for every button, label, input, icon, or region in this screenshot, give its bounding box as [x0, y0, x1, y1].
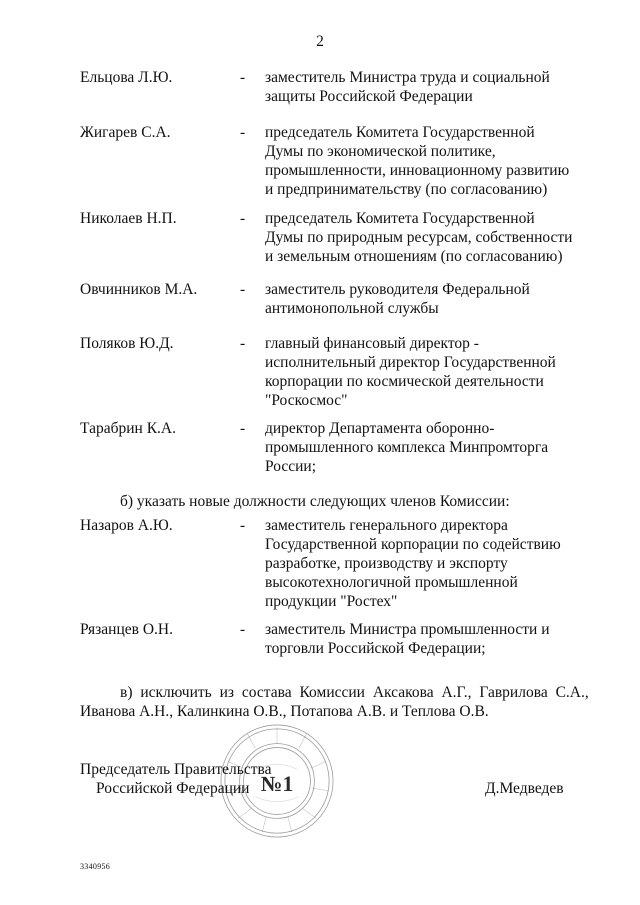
member-position — [265, 334, 570, 410]
page-number: 2 — [316, 33, 324, 50]
member-position — [265, 620, 570, 658]
position-line: высокотехнологичной промышленной — [265, 574, 518, 591]
member-position — [265, 419, 570, 476]
position-line: исполнительный директор Государственной — [265, 354, 556, 371]
position-line: защиты Российской Федерации — [265, 88, 473, 105]
member-dash: - — [240, 69, 246, 86]
member-dash: - — [240, 621, 246, 638]
signature-name: Д.Медведев — [485, 780, 564, 797]
member-name: Овчинников М.А. — [80, 281, 198, 298]
member-dash: - — [240, 335, 246, 352]
member-position — [265, 280, 570, 318]
position-line: заместитель руководителя Федеральной — [265, 281, 530, 298]
member-name: Назаров А.Ю. — [80, 517, 173, 534]
member-name: Рязанцев О.Н. — [80, 621, 173, 638]
position-line: разработке, производству и экспорту — [265, 555, 508, 572]
paragraph-v-line2: Иванова А.Н., Калинкина О.В., Потапова А.В. и Теплова О.В. — [80, 703, 489, 720]
position-line: Государственной корпорации по содействию — [265, 536, 561, 553]
position-line: заместитель Министра труда и социальной — [265, 69, 550, 86]
position-line: промышленности, инновационному развитию — [265, 162, 570, 179]
position-line: торговли Российской Федерации; — [265, 640, 486, 657]
position-line: директор Департамента оборонно- — [265, 420, 495, 437]
signature-title-line1: Председатель Правительства — [80, 761, 272, 778]
member-dash: - — [240, 210, 246, 227]
position-line: Думы по природным ресурсам, собственности — [265, 229, 573, 246]
position-line: заместитель генерального директора — [265, 517, 508, 534]
member-dash: - — [240, 281, 246, 298]
member-position — [265, 516, 570, 611]
position-line: Думы по экономической политике, — [265, 143, 496, 160]
position-line: продукции "Ростех" — [265, 593, 398, 610]
paragraph-b: б) указать новые должности следующих членов Комиссии: — [120, 493, 510, 510]
document-id: 3340956 — [80, 862, 111, 871]
position-line: России; — [265, 458, 317, 475]
position-line: "Роскосмос" — [265, 392, 348, 409]
member-dash: - — [240, 517, 246, 534]
signature-title-line2: Российской Федерации — [96, 780, 250, 797]
member-dash: - — [240, 124, 246, 141]
seal-number: №1 — [260, 771, 294, 796]
member-name: Тарабрин К.А. — [80, 420, 176, 437]
position-line: и предпринимательству (по согласованию) — [265, 181, 548, 198]
position-line: антимонопольной службы — [265, 300, 439, 317]
member-name: Поляков Ю.Д. — [80, 335, 174, 352]
member-name: Николаев Н.П. — [80, 210, 177, 227]
position-line: главный финансовый директор - — [265, 335, 479, 352]
member-position — [265, 68, 570, 106]
member-name: Ельцова Л.Ю. — [80, 69, 173, 86]
member-position — [265, 209, 573, 266]
position-line: заместитель Министра промышленности и — [265, 621, 550, 638]
member-position — [265, 123, 570, 199]
position-line: председатель Комитета Государственной — [265, 124, 535, 141]
member-name: Жигарев С.А. — [80, 124, 171, 141]
member-dash: - — [240, 420, 246, 437]
position-line: корпорации по космической деятельности — [265, 373, 544, 390]
position-line: председатель Комитета Государственной — [265, 210, 535, 227]
position-line: и земельным отношениям (по согласованию) — [265, 248, 563, 265]
paragraph-v-line1: в) исключить из состава Комиссии Аксакова А.Г., Гаврилова С.А., — [120, 684, 589, 701]
position-line: промышленного комплекса Минпромторга — [265, 439, 549, 456]
